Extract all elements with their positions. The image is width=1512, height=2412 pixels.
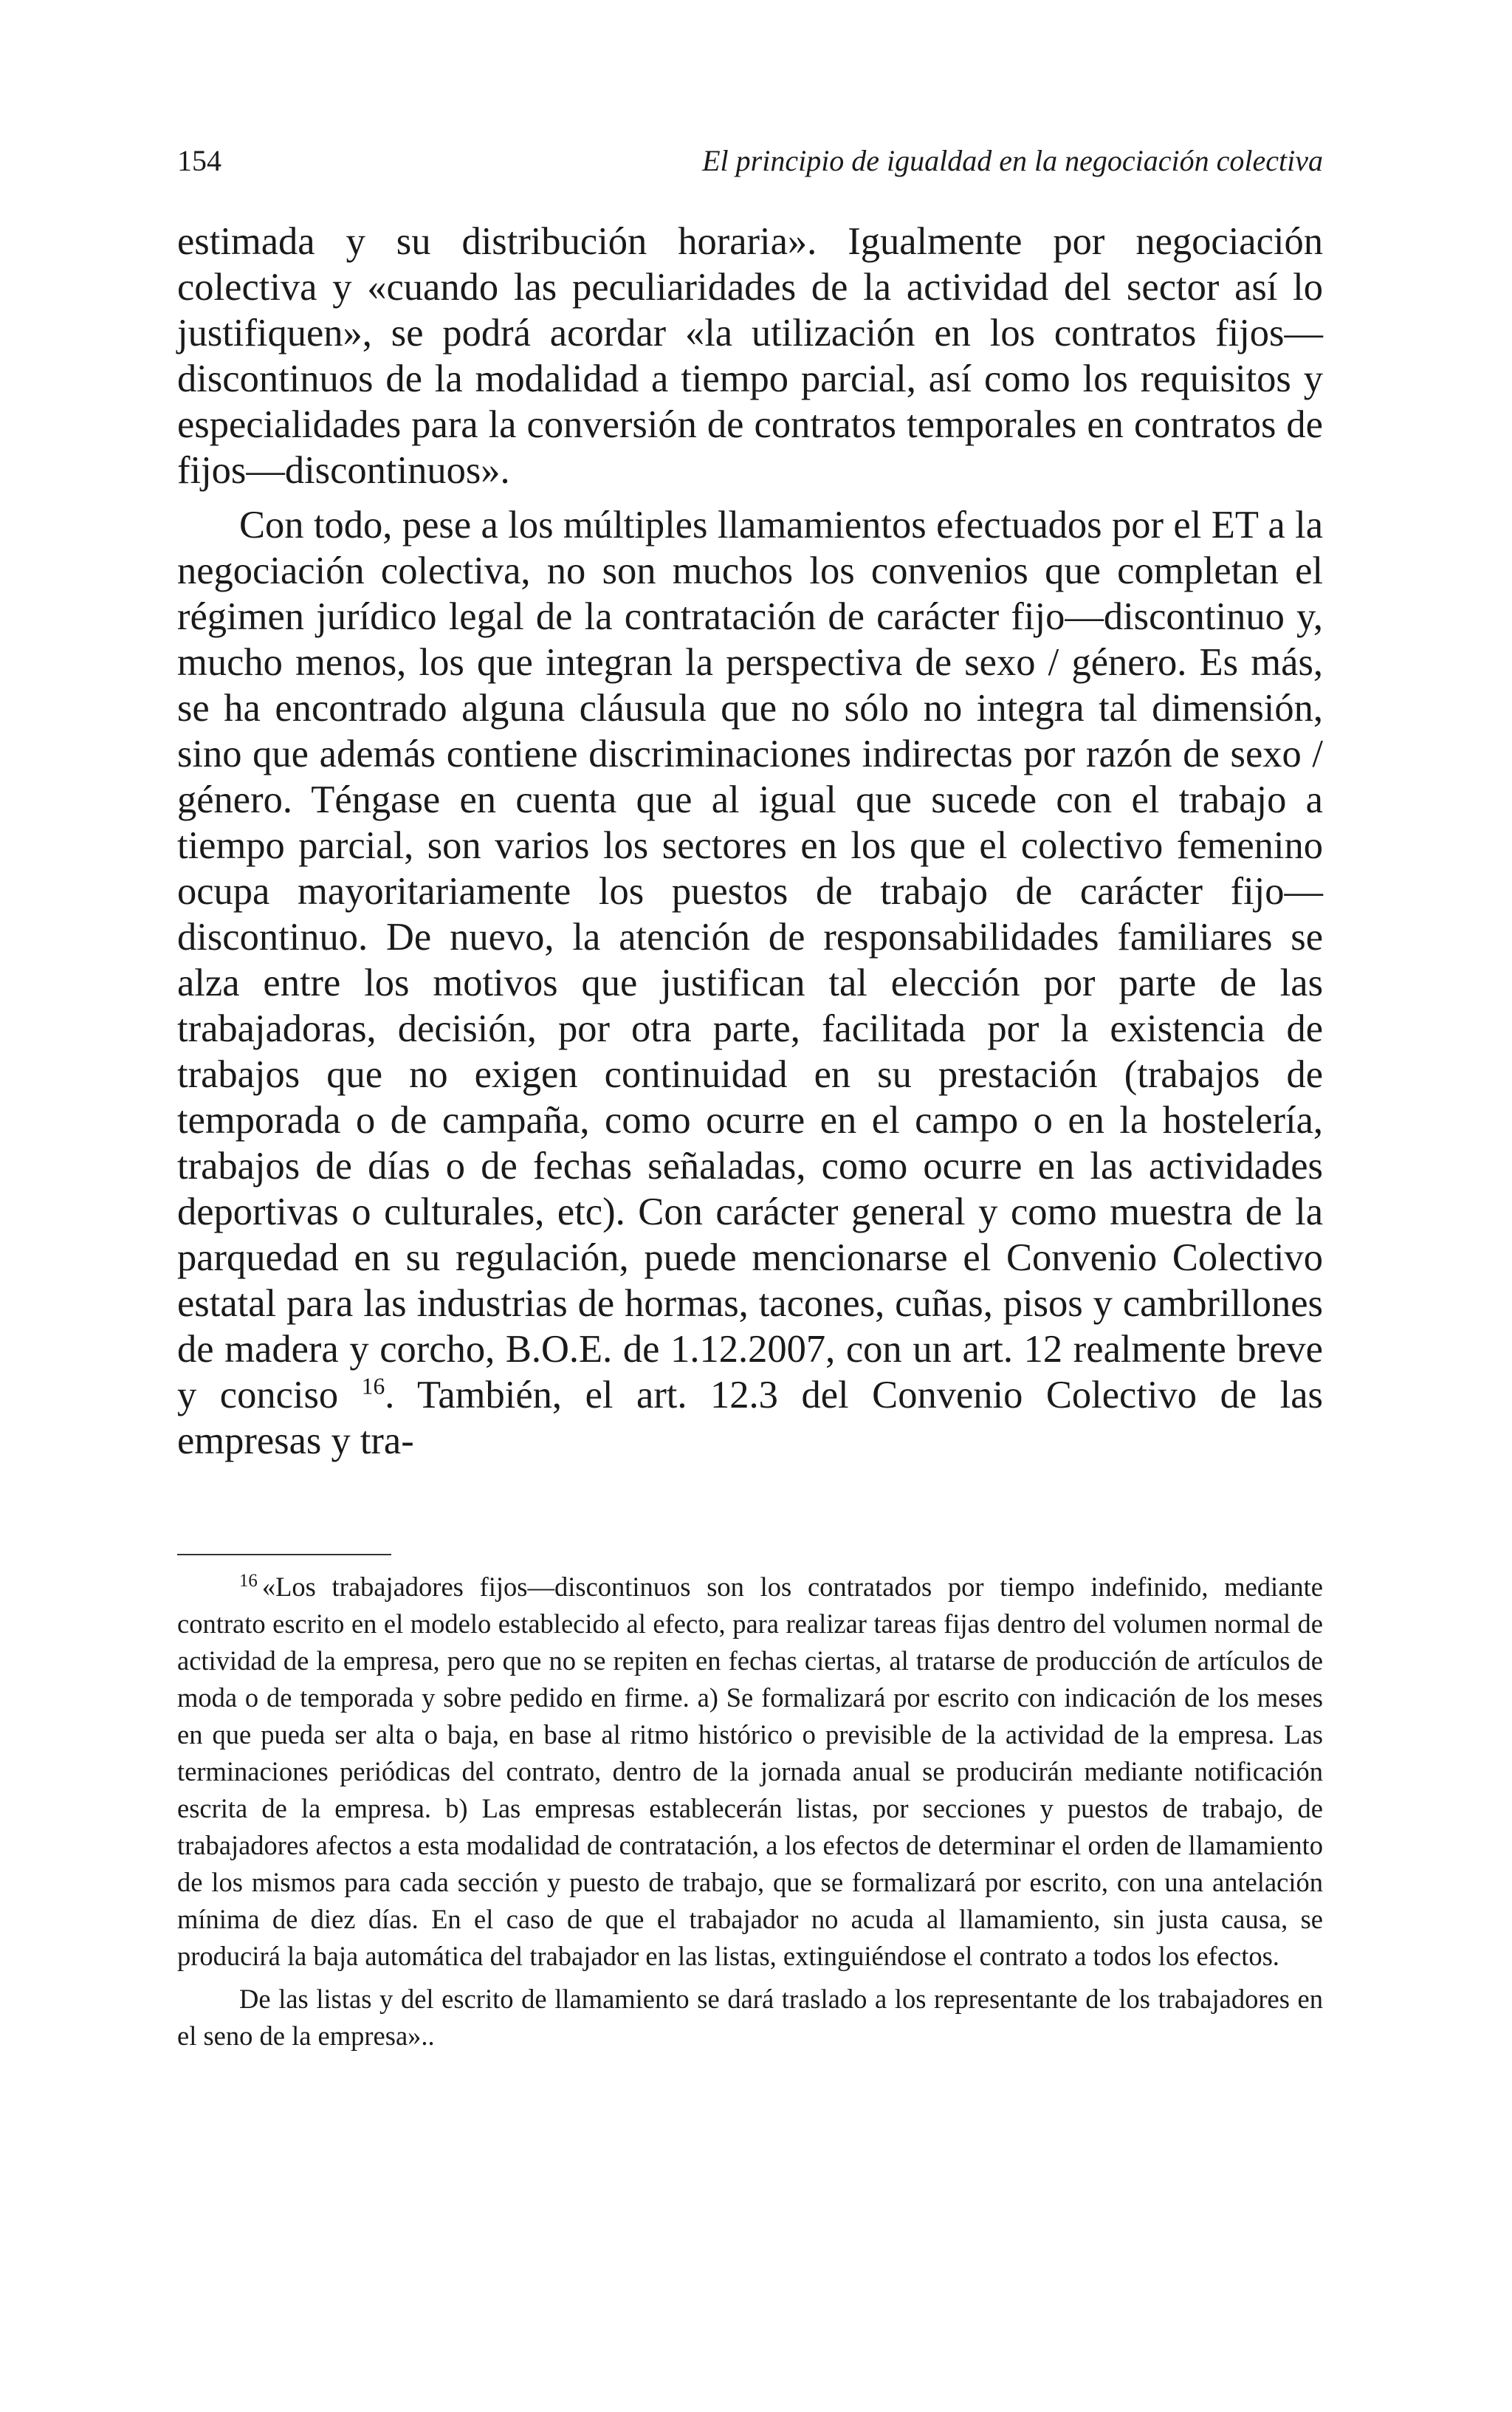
running-title: El principio de igualdad en la negociación colectiva (702, 144, 1323, 177)
paragraph-text: estimada y su distribución horaria». Igualmente por negociación colectiva y «cuando las peculiaridades de la actividad del sector así lo justifiquen», se podrá acordar «la utilización en los contratos fijos—discontinuos de la modalidad a tiempo parcial, así como los requisitos y especialidades para la conversión de contratos temporales en contratos de fijos—discontinuos». (177, 220, 1323, 492)
footnote-number: 16 (239, 1570, 258, 1591)
body-paragraph (177, 502, 1323, 1464)
footnote-separator (177, 1554, 391, 1555)
body-paragraph (177, 219, 1323, 493)
main-text (177, 219, 1323, 1464)
footnote-continuation (177, 1981, 1323, 2055)
footnote-text: «Los trabajadores fijos—discontinuos son los contratados por tiempo indefinido, mediante contrato escrito en el modelo establecido al efecto, para realizar tareas fijas dentro del volumen normal de actividad de la empresa, pero que no se repiten en fechas ciertas, al tratarse de producción de artículos de moda o de temporada y sobre pedido en firme. a) Se formalizará por escrito con indicación de los meses en que pueda ser alta o baja, en base al ritmo histórico o previsible de la actividad de la empresa. Las terminaciones periódicas del contrato, dentro de la jornada anual se producirán mediante notificación escrita de la empresa. b) Las empresas establecerán listas, por secciones y puestos de trabajo, de trabajadores afectos a esta modalidad de contratación, a los efectos de determinar el orden de llamamiento de los mismos para cada sección y puesto de trabajo, que se formalizará por escrito, con una antelación mínima de diez días. En el caso de que el trabajador no acuda al llamamiento, sin justa causa, se producirá la baja automática del trabajador en las listas, extinguiéndose el contrato a todos los efectos. (177, 1572, 1323, 1971)
footnote-reference[interactable]: 16 (361, 1373, 385, 1399)
footnote-continuation-text: De las listas y del escrito de llamamiento se dará traslado a los representante de los trabajadores en el seno de la empresa».. (177, 1984, 1323, 2051)
page-number: 154 (177, 144, 221, 177)
footnotes (177, 1569, 1323, 2055)
paragraph-text: Con todo, pese a los múltiples llamamientos efectuados por el ET a la negociación colectiva, no son muchos los convenios que completan el régimen jurídico legal de la contratación de carácter fijo—discontinuo y, mucho menos, los que integran la perspectiva de sexo / género. Es más, se ha encontrado alguna cláusula que no sólo no integra tal dimensión, sino que además contiene discriminaciones indirectas por razón de sexo / género. Téngase en cuenta que al igual que sucede con el trabajo a tiempo parcial, son varios los sectores en los que el colectivo femenino ocupa mayoritariamente los puestos de trabajo de carácter fijo—discontinuo. De nuevo, la atención de responsabilidades familiares se alza entre los motivos que justifican tal elección por parte de las trabajadoras, decisión, por otra parte, facilitada por la existencia de trabajos que no exigen continuidad en su prestación (trabajos de temporada o de campaña, como ocurre en el campo o en la hostelería, trabajos de días o de fechas señaladas, como ocurre en las actividades deportivas o culturales, etc). Con carácter general y como muestra de la parquedad en su regulación, puede mencionarse el Convenio Colectivo estatal para las industrias de hormas, tacones, cuñas, pisos y cambrillones de madera y corcho, B.O.E. de 1.12.2007, con un art. 12 realmente breve y conciso (177, 504, 1323, 1416)
running-head (177, 139, 1323, 183)
footnote (177, 1569, 1323, 1975)
paragraph-text-continued: . También, el art. 12.3 del Convenio Colectivo de las empresas y tra- (177, 1374, 1323, 1462)
